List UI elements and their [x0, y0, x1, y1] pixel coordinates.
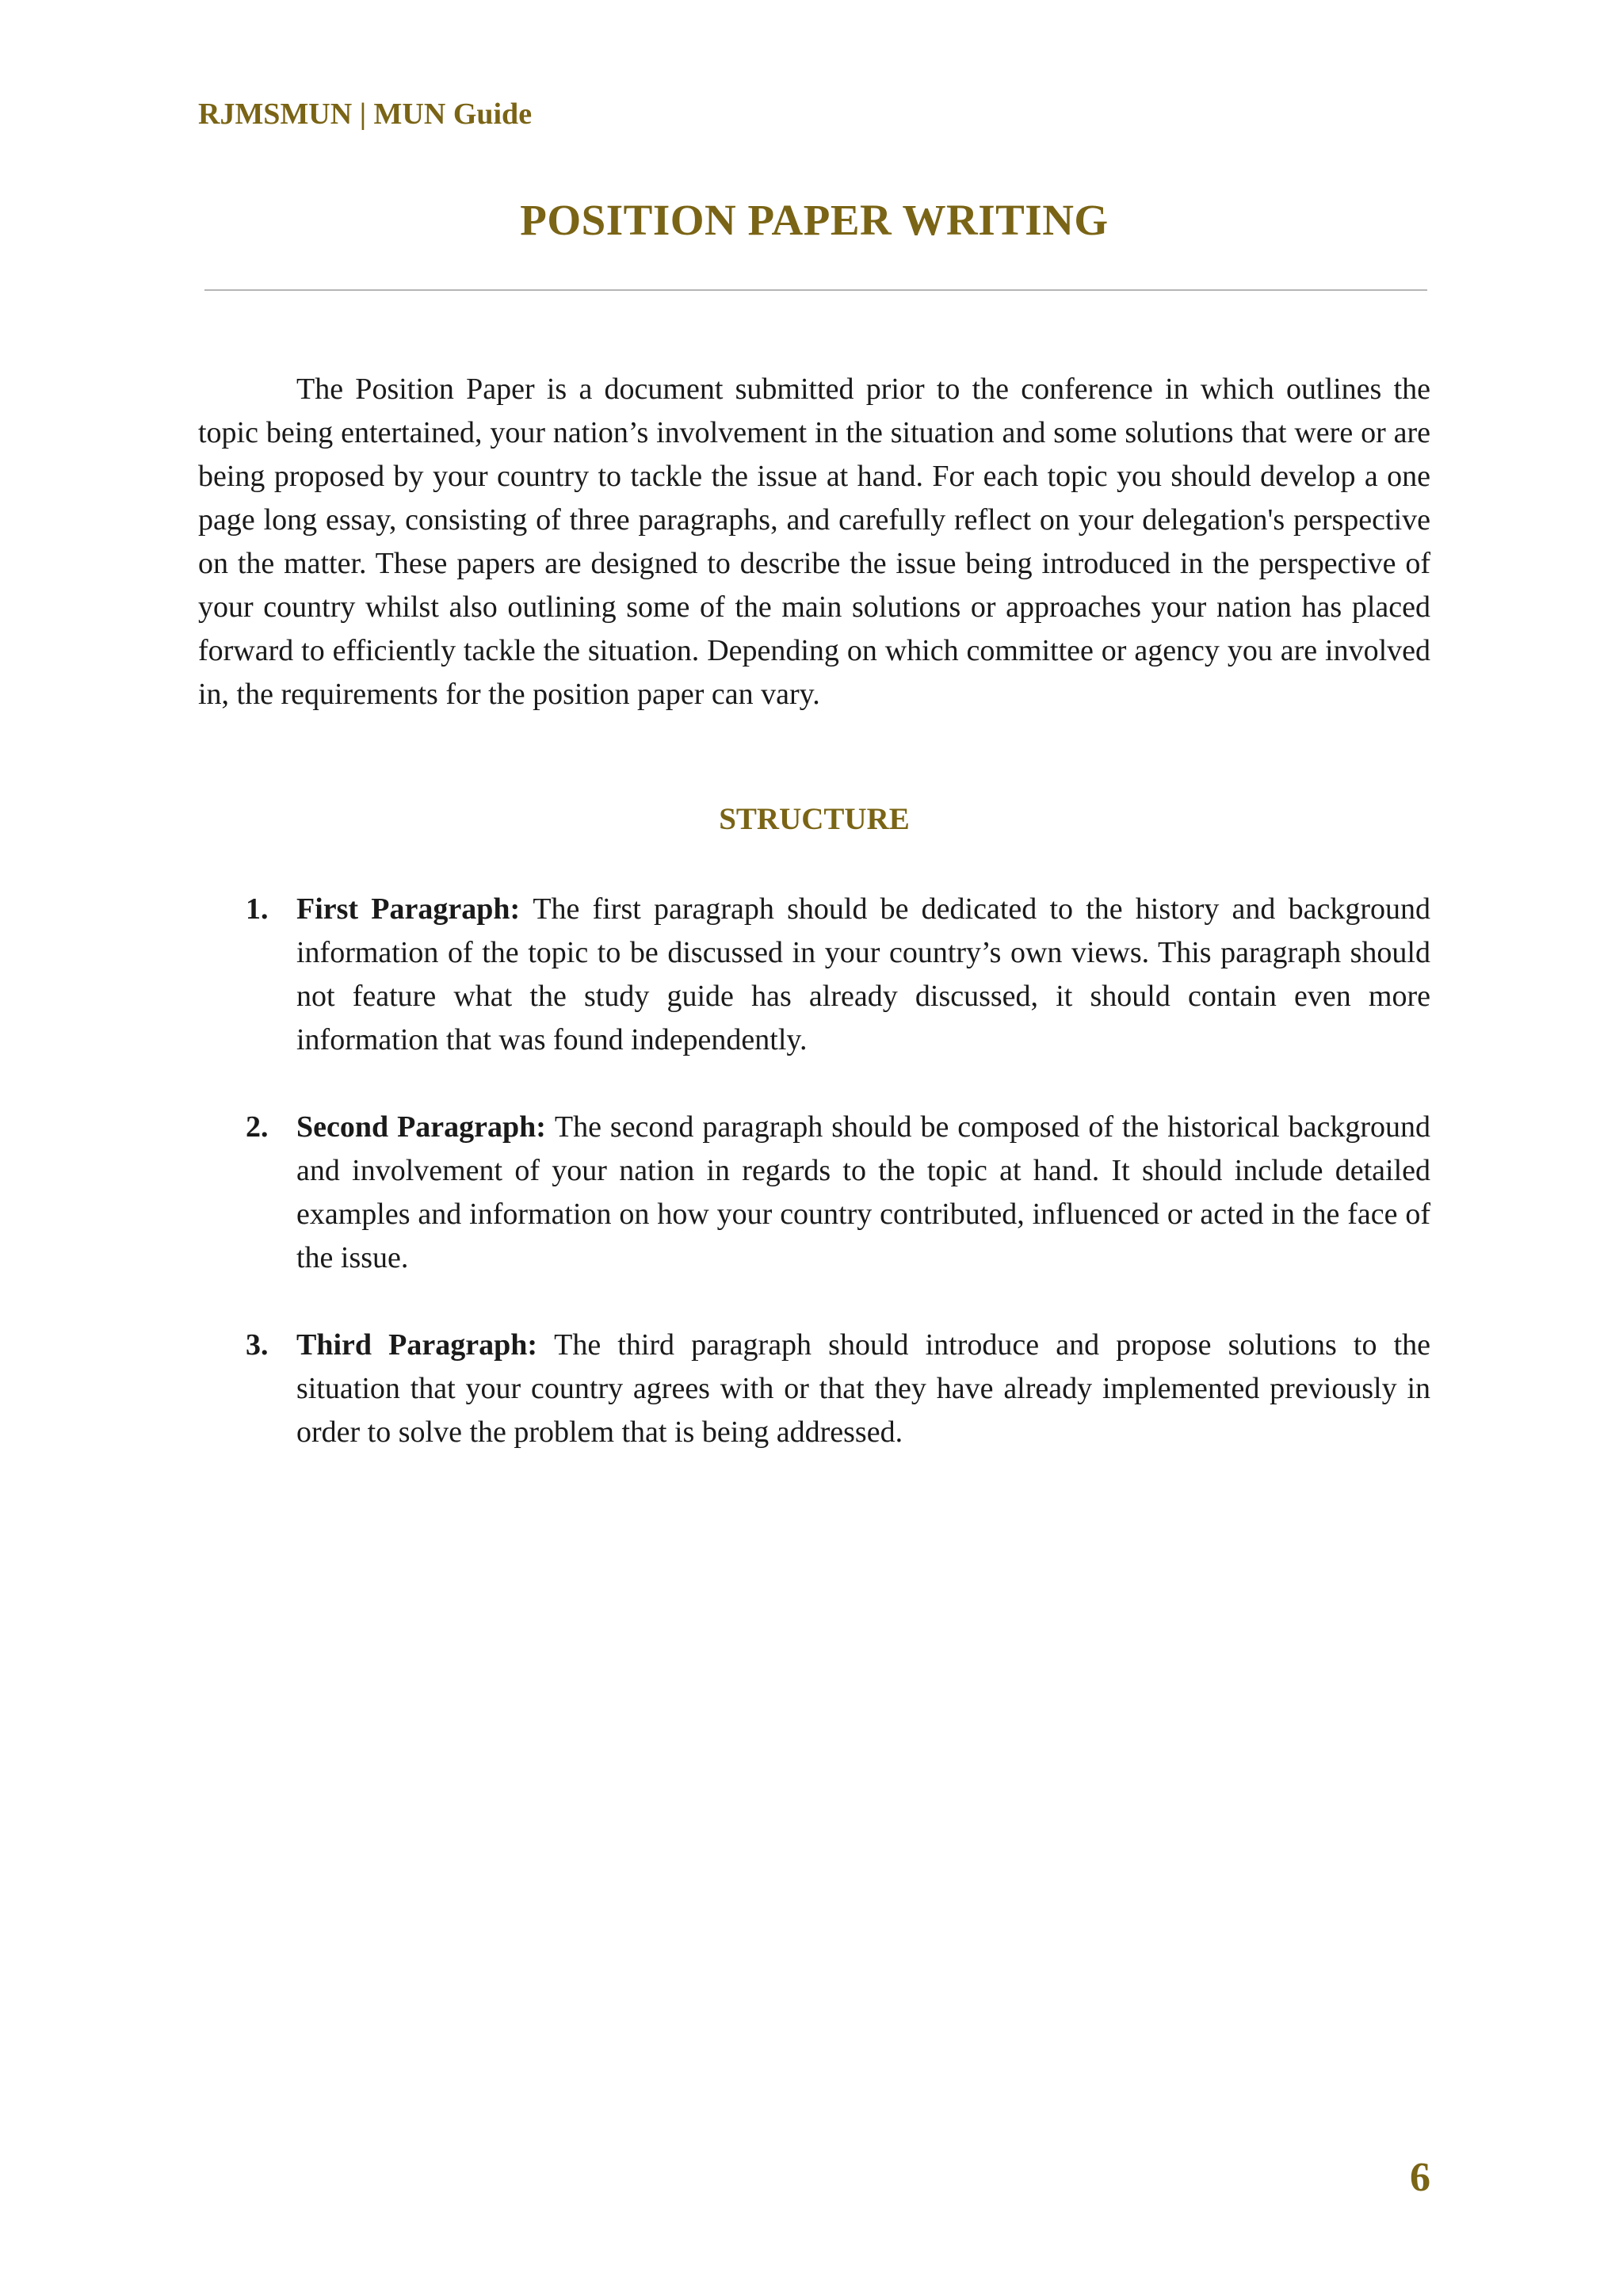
page-number: 6: [1410, 2155, 1430, 2200]
list-item-number: 2.: [246, 1110, 269, 1144]
page-title: POSITION PAPER WRITING: [520, 196, 1109, 244]
list-item-text: The second paragraph should be composed of the historical background and involvement of your nation in regards to the topic at hand. It should include detailed examples and information on how your country contributed, influenced or acted in the face of the issue.: [296, 1110, 1431, 1274]
section-heading-structure: STRUCTURE: [719, 802, 910, 836]
list-item-number: 3.: [246, 1328, 269, 1362]
list-item-text: The third paragraph should introduce and propose solutions to the situation that your country agrees with or that they have already implemented previously in order to solve the problem that is being addressed.: [296, 1328, 1430, 1449]
title-divider: [204, 289, 1427, 291]
list-item: [198, 1324, 1430, 1454]
list-item: [198, 888, 1430, 1062]
list-item-label: Third Paragraph:: [296, 1328, 555, 1362]
list-item-label: Second Paragraph:: [296, 1110, 555, 1144]
list-item-number: 1.: [246, 892, 269, 926]
running-header: RJMSMUN | MUN Guide: [198, 97, 533, 131]
structure-list: [198, 888, 1430, 1498]
list-item: [198, 1106, 1430, 1280]
list-item-text: The first paragraph should be dedicated to the history and background information of the topic to be discussed in your country’s own views. This paragraph should not feature what the study guide has already discussed, it should contain even more information that was found independently.: [296, 892, 1430, 1056]
list-item-label: First Paragraph:: [296, 892, 533, 926]
intro-paragraph: The Position Paper is a document submitted prior to the conference in which outlines the topic being entertained, your nation’s involvement in the situation and some solutions that were or are being proposed by your country to tackle the issue at hand. For each topic you should develop a one page long essay, consisting of three paragraphs, and carefully reflect on your delegation's perspective on the matter. These papers are designed to describe the issue being introduced in the perspective of your country whilst also outlining some of the main solutions or approaches your nation has placed forward to efficiently tackle the situation. Depending on which committee or agency you are involved in, the requirements for the position paper can vary.: [198, 372, 1430, 711]
